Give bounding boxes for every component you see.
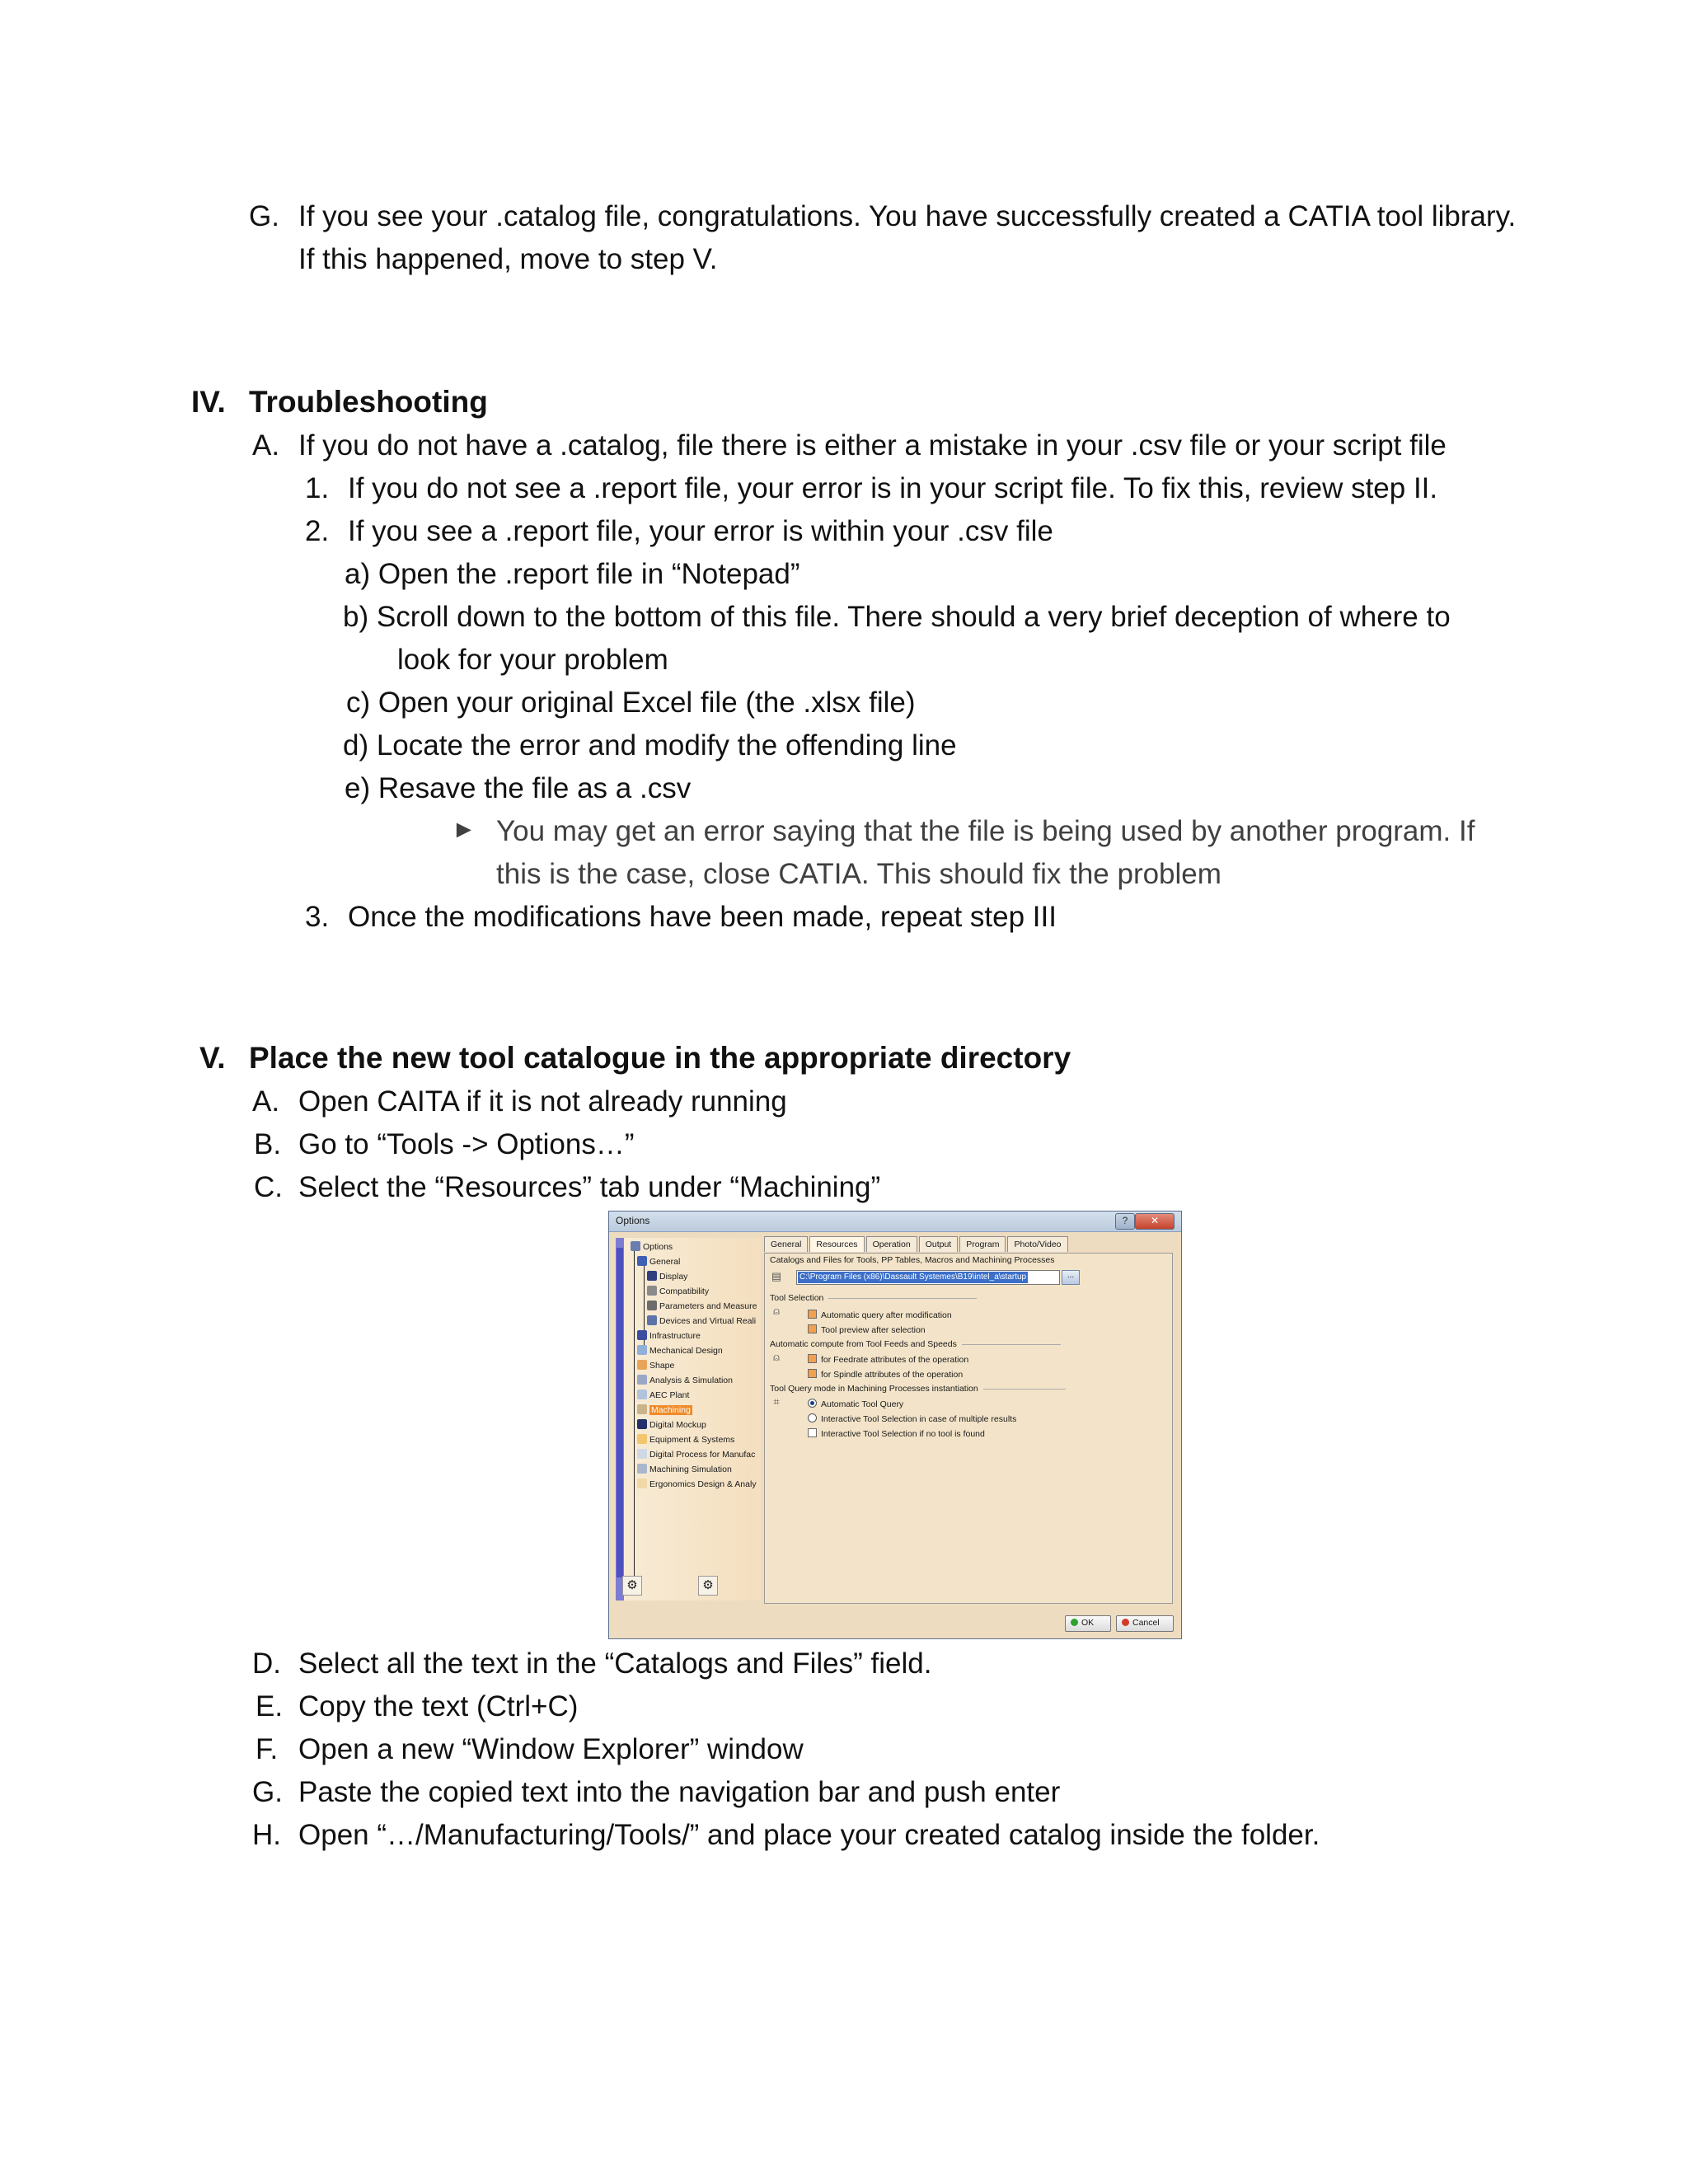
item-iv-2-marker: 2.	[305, 515, 330, 547]
tree-toolbar-icon-2[interactable]: ⚙	[698, 1576, 718, 1596]
section-iv-title: Troubleshooting	[249, 385, 488, 419]
auto-query-checkbox[interactable]: Automatic query after modification	[808, 1310, 952, 1320]
options-panel	[764, 1236, 1173, 1602]
tree-item-devices[interactable]: Devices and Virtual Reali	[647, 1314, 756, 1329]
interactive-none-checkbox[interactable]: Interactive Tool Selection if no tool is found	[808, 1428, 985, 1439]
tree-item-mechanical-design[interactable]: Mechanical Design	[637, 1343, 723, 1358]
item-v-d-text: Select all the text in the “Catalogs and Files” field.	[298, 1647, 932, 1680]
dialog-titlebar	[609, 1212, 1181, 1232]
item-v-e-marker: E.	[256, 1690, 284, 1722]
close-button[interactable]: ✕	[1135, 1213, 1175, 1230]
dialog-title: Options	[616, 1215, 650, 1226]
item-v-f-text: Open a new “Window Explorer” window	[298, 1733, 804, 1765]
tree-item-machining-simulation[interactable]: Machining Simulation	[637, 1462, 732, 1477]
ok-button[interactable]: OK	[1065, 1615, 1111, 1632]
tree-item-display[interactable]: Display	[647, 1269, 687, 1284]
item-g-text: If you see your .catalog file, congratulations. You have successfully created a CATIA tool library.	[298, 200, 1517, 232]
feedrate-checkbox[interactable]: for Feedrate attributes of the operation	[808, 1354, 968, 1365]
item-v-b-marker: B.	[254, 1128, 282, 1160]
item-iv-1-marker: 1.	[305, 472, 330, 504]
item-iv-a-text: If you do not have a .catalog, file there is either a mistake in your .csv file or your script file	[298, 429, 1447, 462]
item-iv-2e: e) Resave the file as a .csv	[345, 772, 692, 804]
mouse-icon-2: ⍝	[773, 1351, 780, 1363]
item-g-marker: G.	[249, 200, 279, 232]
item-v-g-text: Paste the copied text into the navigation bar and push enter	[298, 1776, 1061, 1808]
catalogs-label: Catalogs and Files for Tools, PP Tables, Macros and Machining Processes	[770, 1255, 1055, 1265]
query-icon: ⌗	[773, 1395, 780, 1408]
section-v-marker: V.	[199, 1041, 226, 1075]
arrow-bullet-icon: ►	[452, 816, 476, 843]
auto-compute-label: Automatic compute from Tool Feeds and Speeds	[770, 1339, 1061, 1349]
item-iv-note: You may get an error saying that the file is being used by another program. If	[496, 815, 1475, 847]
tool-preview-checkbox[interactable]: Tool preview after selection	[808, 1324, 926, 1335]
item-v-h-marker: H.	[252, 1819, 281, 1851]
tab-program[interactable]: Program	[959, 1236, 1006, 1252]
tool-selection-label: Tool Selection	[770, 1293, 977, 1303]
tab-strip	[764, 1236, 1070, 1253]
item-iv-2b-cont: look for your problem	[397, 644, 668, 676]
item-v-g-marker: G.	[252, 1776, 283, 1808]
tree-item-digital-mockup[interactable]: Digital Mockup	[637, 1418, 706, 1432]
item-v-a-text: Open CAITA if it is not already running	[298, 1085, 787, 1118]
item-iv-2b: b) Scroll down to the bottom of this file. There should a very brief deception of where to	[343, 601, 1451, 633]
tree-scrollbar[interactable]	[616, 1238, 624, 1601]
browse-button[interactable]: ...	[1062, 1270, 1080, 1285]
interactive-multi-radio[interactable]: Interactive Tool Selection in case of multiple results	[808, 1413, 1016, 1424]
tree-item-machining[interactable]: Machining	[637, 1403, 692, 1418]
item-v-d-marker: D.	[252, 1647, 281, 1680]
options-dialog	[608, 1211, 1182, 1639]
item-iv-2d: d) Locate the error and modify the offending line	[343, 729, 957, 762]
item-iv-2a: a) Open the .report file in “Notepad”	[345, 558, 800, 590]
tree-item-aec-plant[interactable]: AEC Plant	[637, 1388, 689, 1403]
help-button[interactable]: ?	[1115, 1213, 1135, 1230]
item-iv-1-text: If you do not see a .report file, your error is in your script file. To fix this, review step II.	[348, 472, 1438, 504]
cancel-button[interactable]: Cancel	[1116, 1615, 1174, 1632]
tree-item-parameters[interactable]: Parameters and Measure	[647, 1299, 757, 1314]
section-iv-marker: IV.	[191, 385, 226, 419]
item-iv-3-marker: 3.	[305, 901, 330, 933]
options-tree	[616, 1238, 761, 1601]
tree-item-compatibility[interactable]: Compatibility	[647, 1284, 709, 1299]
tree-item-analysis[interactable]: Analysis & Simulation	[637, 1373, 733, 1388]
mouse-icon: ⍝	[773, 1305, 780, 1317]
item-iv-note-cont: this is the case, close CATIA. This should fix the problem	[496, 858, 1221, 890]
tree-item-general[interactable]: General	[637, 1254, 680, 1269]
tree-item-options[interactable]: Options	[631, 1240, 673, 1254]
tree-item-digital-process[interactable]: Digital Process for Manufac	[637, 1447, 755, 1462]
tab-output[interactable]: Output	[919, 1236, 959, 1252]
tab-operation[interactable]: Operation	[866, 1236, 917, 1252]
item-v-h-text: Open “…/Manufacturing/Tools/” and place your created catalog inside the folder.	[298, 1819, 1320, 1851]
item-iv-2c: c) Open your original Excel file (the .xlsx file)	[346, 687, 916, 719]
item-v-b-text: Go to “Tools -> Options…”	[298, 1128, 635, 1160]
item-v-c-marker: C.	[254, 1171, 283, 1203]
tab-general[interactable]: General	[764, 1236, 808, 1252]
tree-item-shape[interactable]: Shape	[637, 1358, 674, 1373]
tree-item-infrastructure[interactable]: Infrastructure	[637, 1329, 701, 1343]
item-v-f-marker: F.	[256, 1733, 279, 1765]
catalog-icon: ▤	[771, 1270, 782, 1282]
resources-tab-content	[764, 1253, 1173, 1604]
tree-item-equipment[interactable]: Equipment & Systems	[637, 1432, 734, 1447]
item-iv-2-text: If you see a .report file, your error is within your .csv file	[348, 515, 1053, 547]
item-v-e-text: Copy the text (Ctrl+C)	[298, 1690, 579, 1722]
auto-tool-query-radio[interactable]: Automatic Tool Query	[808, 1399, 903, 1409]
item-iv-a-marker: A.	[252, 429, 280, 462]
item-iv-3-text: Once the modifications have been made, repeat step III	[348, 901, 1057, 933]
item-g-text-cont: If this happened, move to step V.	[298, 243, 718, 275]
item-v-a-marker: A.	[252, 1085, 280, 1118]
tab-resources[interactable]: Resources	[809, 1236, 864, 1252]
query-mode-label: Tool Query mode in Machining Processes instantiation	[770, 1384, 1066, 1394]
tree-toolbar-icon[interactable]: ⚙	[622, 1576, 642, 1596]
tab-photo-video[interactable]: Photo/Video	[1007, 1236, 1067, 1252]
item-v-c-text: Select the “Resources” tab under “Machining”	[298, 1171, 881, 1203]
section-v-title: Place the new tool catalogue in the appropriate directory	[249, 1041, 1071, 1075]
catalogs-field[interactable]	[796, 1270, 1060, 1285]
spindle-checkbox[interactable]: for Spindle attributes of the operation	[808, 1369, 963, 1380]
catalogs-value: C:\Program Files (x86)\Dassault Systemes\B19\intel_a\startup	[799, 1272, 1027, 1282]
tree-item-ergonomics[interactable]: Ergonomics Design & Analy	[637, 1477, 757, 1492]
